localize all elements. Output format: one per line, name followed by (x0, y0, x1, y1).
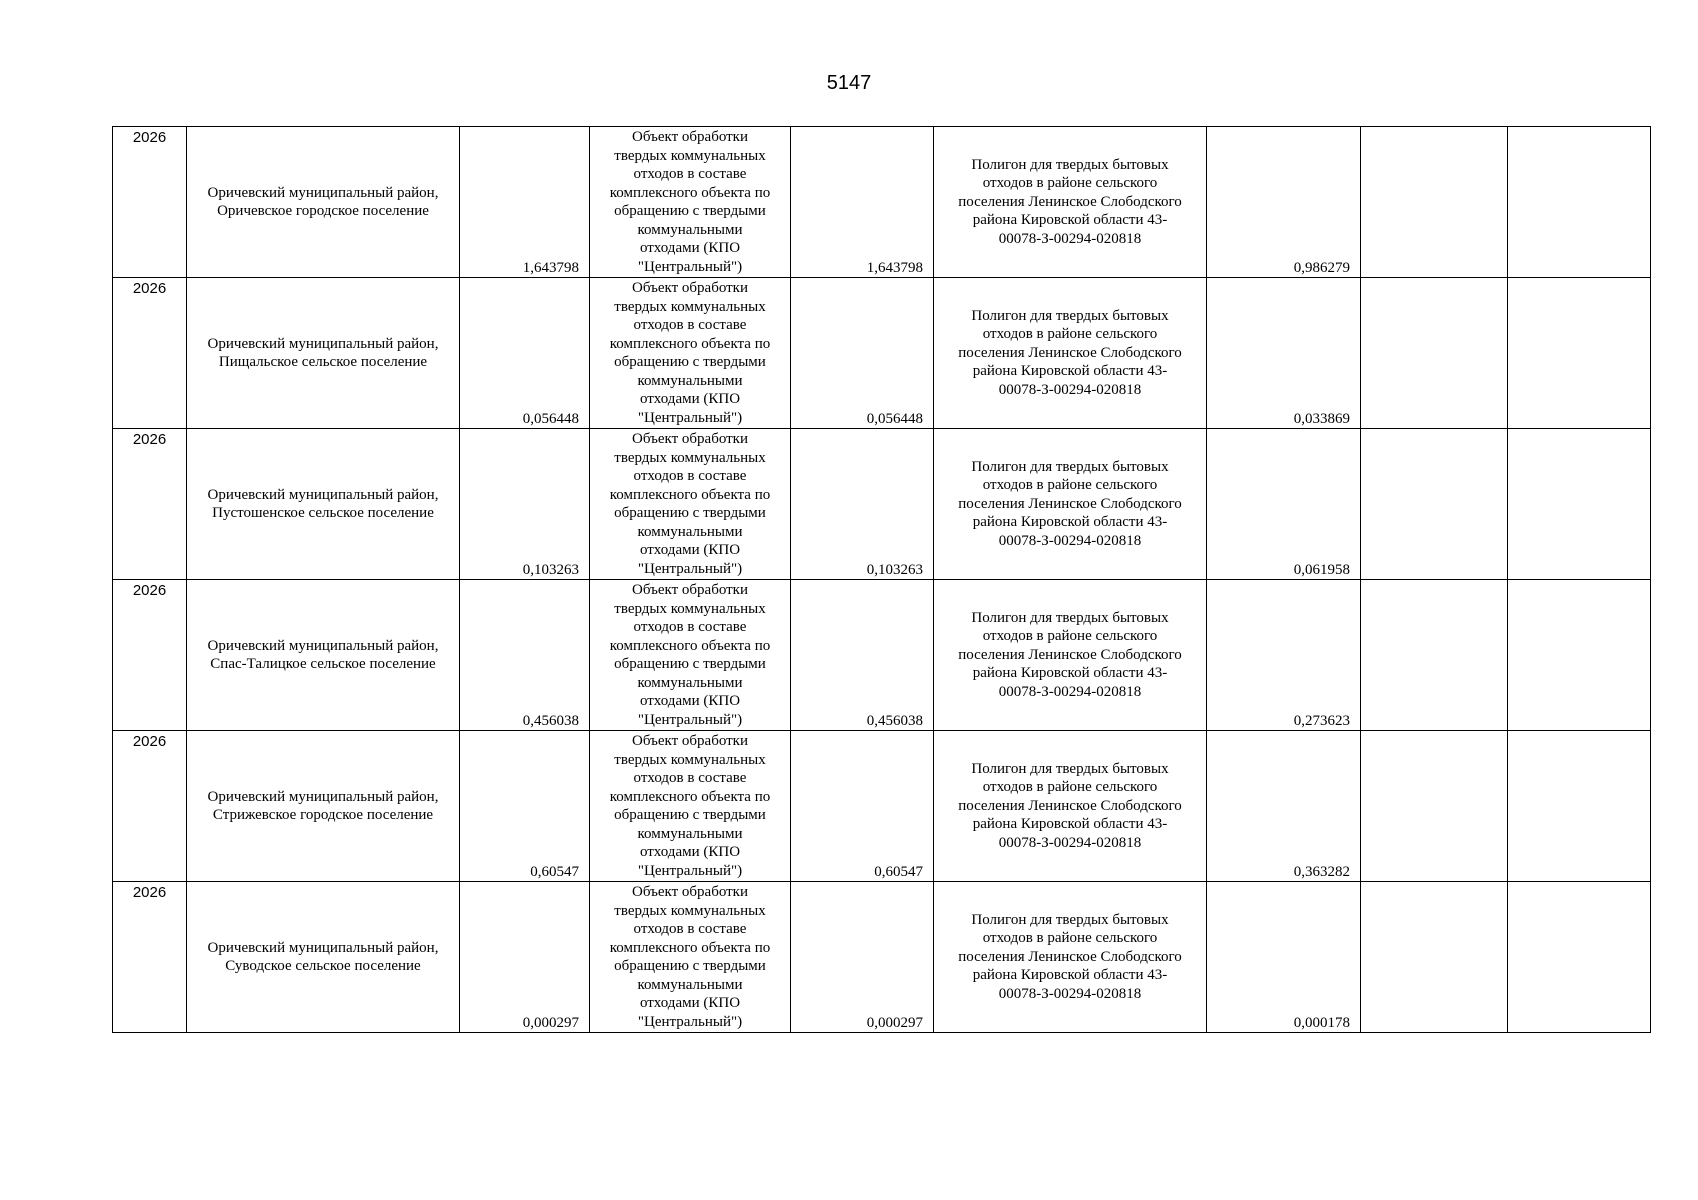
year-cell (113, 127, 187, 278)
value-1-text: 0,000297 (522, 1014, 579, 1031)
year-text: 2026 (132, 582, 167, 599)
municipality-cell: Оричевский муниципальный район, Пищальское сельское поселение (187, 278, 460, 429)
landfill-cell: Полигон для твердых бытовых отходов в районе сельского поселения Ленинское Слободского района Кировской области 43- 00078-З-00294-020818 (934, 127, 1207, 278)
table-row (113, 278, 1651, 429)
value-2-text: 0,056448 (866, 410, 923, 427)
extra-cell-1 (1361, 429, 1508, 580)
value-2-text: 0,60547 (874, 863, 923, 880)
value-3-text: 0,986279 (1293, 259, 1350, 276)
landfill-cell: Полигон для твердых бытовых отходов в районе сельского поселения Ленинское Слободского района Кировской области 43- 00078-З-00294-020818 (934, 731, 1207, 882)
extra-cell-1 (1361, 278, 1508, 429)
value-3-cell (1207, 580, 1361, 731)
value-2-cell (791, 580, 934, 731)
processing-object-cell: Объект обработки твердых коммунальных отходов в составе комплексного объекта по обращению с твердыми коммунальными отходами (КПО "Центральный") (590, 580, 791, 731)
table-row (113, 882, 1651, 1033)
table-row (113, 127, 1651, 278)
value-3-cell (1207, 429, 1361, 580)
processing-object-cell: Объект обработки твердых коммунальных отходов в составе комплексного объекта по обращению с твердыми коммунальными отходами (КПО "Центральный") (590, 127, 791, 278)
extra-cell-2 (1508, 127, 1651, 278)
value-2-text: 0,103263 (866, 561, 923, 578)
extra-cell-1 (1361, 731, 1508, 882)
value-3-text: 0,363282 (1293, 863, 1350, 880)
value-1-text: 0,60547 (530, 863, 579, 880)
value-1-text: 1,643798 (522, 259, 579, 276)
processing-object-cell: Объект обработки твердых коммунальных отходов в составе комплексного объекта по обращению с твердыми коммунальными отходами (КПО "Центральный") (590, 882, 791, 1033)
year-text: 2026 (132, 280, 167, 297)
value-1-cell (460, 731, 590, 882)
extra-cell-1 (1361, 882, 1508, 1033)
page-number: 5147 (826, 72, 872, 94)
landfill-cell: Полигон для твердых бытовых отходов в районе сельского поселения Ленинское Слободского района Кировской области 43- 00078-З-00294-020818 (934, 580, 1207, 731)
landfill-cell: Полигон для твердых бытовых отходов в районе сельского поселения Ленинское Слободского района Кировской области 43- 00078-З-00294-020818 (934, 882, 1207, 1033)
value-3-cell (1207, 882, 1361, 1033)
value-3-cell (1207, 731, 1361, 882)
year-cell (113, 580, 187, 731)
extra-cell-1 (1361, 580, 1508, 731)
table-row (113, 429, 1651, 580)
extra-cell-2 (1508, 580, 1651, 731)
municipality-cell: Оричевский муниципальный район, Оричевское городское поселение (187, 127, 460, 278)
waste-flow-table (112, 126, 1651, 1033)
year-text: 2026 (132, 129, 167, 146)
value-1-text: 0,103263 (522, 561, 579, 578)
value-2-text: 0,456038 (866, 712, 923, 729)
extra-cell-2 (1508, 278, 1651, 429)
year-text: 2026 (132, 431, 167, 448)
value-2-cell (791, 127, 934, 278)
value-2-cell (791, 731, 934, 882)
value-3-text: 0,273623 (1293, 712, 1350, 729)
extra-cell-2 (1508, 882, 1651, 1033)
value-1-cell (460, 882, 590, 1033)
value-3-text: 0,000178 (1293, 1014, 1350, 1031)
table-body (113, 127, 1651, 1033)
municipality-cell: Оричевский муниципальный район, Суводское сельское поселение (187, 882, 460, 1033)
processing-object-cell: Объект обработки твердых коммунальных отходов в составе комплексного объекта по обращению с твердыми коммунальными отходами (КПО "Центральный") (590, 731, 791, 882)
table-row (113, 580, 1651, 731)
value-3-cell (1207, 278, 1361, 429)
extra-cell-2 (1508, 429, 1651, 580)
municipality-cell: Оричевский муниципальный район, Пустошенское сельское поселение (187, 429, 460, 580)
year-cell (113, 731, 187, 882)
value-3-text: 0,033869 (1293, 410, 1350, 427)
value-2-cell (791, 278, 934, 429)
value-1-cell (460, 127, 590, 278)
value-1-cell (460, 278, 590, 429)
municipality-cell: Оричевский муниципальный район, Стрижевское городское поселение (187, 731, 460, 882)
value-1-cell (460, 580, 590, 731)
processing-object-cell: Объект обработки твердых коммунальных отходов в составе комплексного объекта по обращению с твердыми коммунальными отходами (КПО "Центральный") (590, 429, 791, 580)
processing-object-cell: Объект обработки твердых коммунальных отходов в составе комплексного объекта по обращению с твердыми коммунальными отходами (КПО "Центральный") (590, 278, 791, 429)
year-text: 2026 (132, 884, 167, 901)
landfill-cell: Полигон для твердых бытовых отходов в районе сельского поселения Ленинское Слободского района Кировской области 43- 00078-З-00294-020818 (934, 429, 1207, 580)
value-1-text: 0,056448 (522, 410, 579, 427)
value-2-cell (791, 882, 934, 1033)
municipality-cell: Оричевский муниципальный район, Спас-Талицкое сельское поселение (187, 580, 460, 731)
landfill-cell: Полигон для твердых бытовых отходов в районе сельского поселения Ленинское Слободского района Кировской области 43- 00078-З-00294-020818 (934, 278, 1207, 429)
value-1-text: 0,456038 (522, 712, 579, 729)
value-3-cell (1207, 127, 1361, 278)
value-2-text: 1,643798 (866, 259, 923, 276)
table-row (113, 731, 1651, 882)
value-2-text: 0,000297 (866, 1014, 923, 1031)
year-cell (113, 882, 187, 1033)
value-2-cell (791, 429, 934, 580)
value-1-cell (460, 429, 590, 580)
year-cell (113, 429, 187, 580)
extra-cell-2 (1508, 731, 1651, 882)
value-3-text: 0,061958 (1293, 561, 1350, 578)
extra-cell-1 (1361, 127, 1508, 278)
year-cell (113, 278, 187, 429)
year-text: 2026 (132, 733, 167, 750)
